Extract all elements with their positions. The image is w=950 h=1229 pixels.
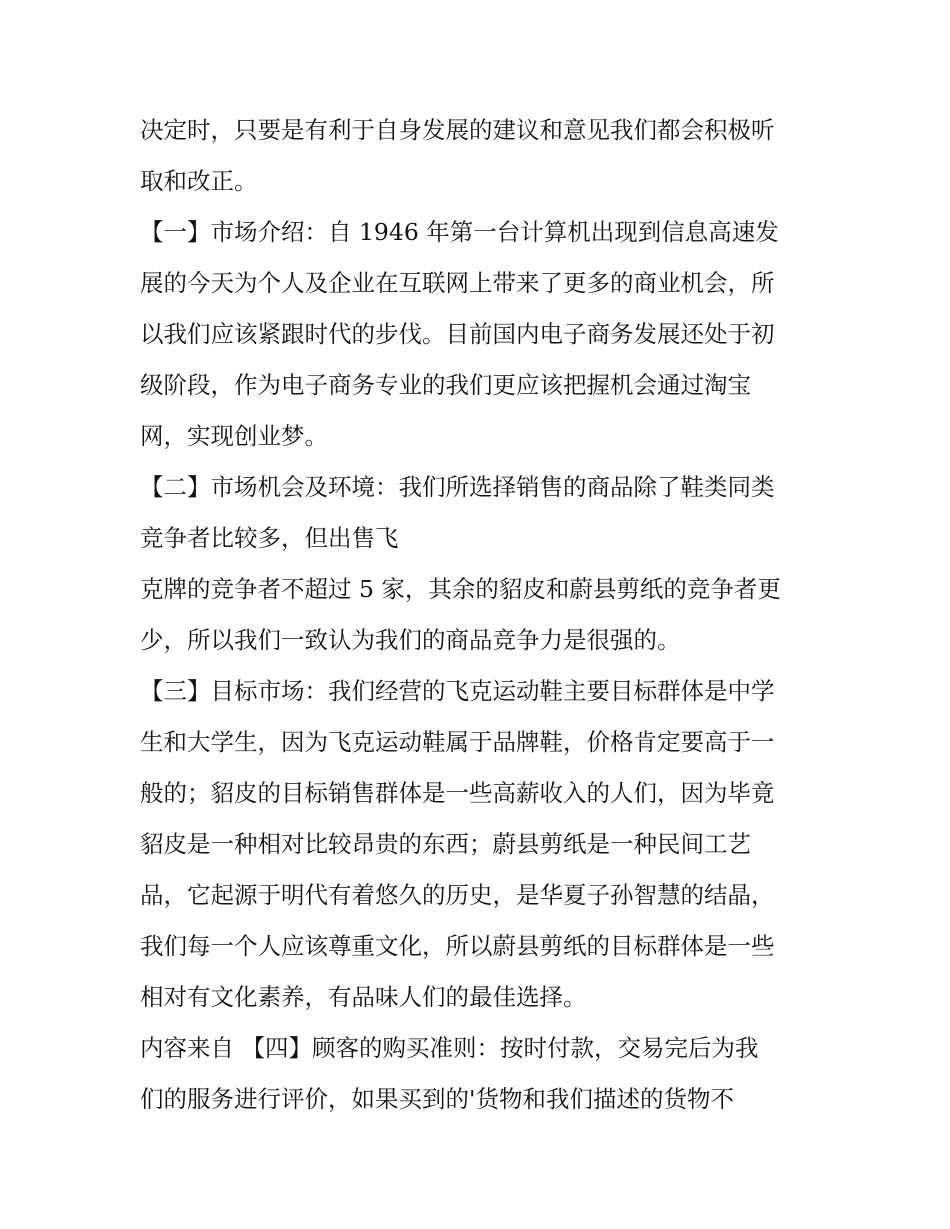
text-line: 【一】市场介绍：自 1946 年第一台计算机出现到信息高速发 [140, 218, 779, 246]
text-line: 内容来自 【四】顾客的购买准则：按时付款，交易完后为我 [140, 1034, 759, 1062]
text-line: 生和大学生，因为飞克运动鞋属于品牌鞋，价格肯定要高于一 [140, 728, 775, 756]
text-line: 展的今天为个人及企业在互联网上带来了更多的商业机会，所 [140, 269, 775, 297]
text-line: 克牌的竞争者不超过 5 家，其余的貂皮和蔚县剪纸的竞争者更 [140, 575, 781, 603]
text-line: 貂皮是一种相对比较昂贵的东西；蔚县剪纸是一种民间工艺 [140, 830, 751, 858]
document-body [140, 105, 820, 1125]
text-line: 网，实现创业梦。 [140, 422, 328, 450]
text-line: 【三】目标市场：我们经营的飞克运动鞋主要目标群体是中学 [140, 677, 775, 705]
text-line: 取和改正。 [140, 167, 258, 195]
text-line: 少，所以我们一致认为我们的商品竞争力是很强的。 [140, 626, 681, 654]
text-line: 竞争者比较多，但出售飞 [140, 524, 399, 552]
text-line: 以我们应该紧跟时代的步伐。目前国内电子商务发展还处于初 [140, 320, 775, 348]
text-line: 级阶段，作为电子商务专业的我们更应该把握机会通过淘宝 [140, 371, 751, 399]
text-line: 相对有文化素养，有品味人们的最佳选择。 [140, 983, 587, 1011]
text-line: 我们每一个人应该尊重文化，所以蔚县剪纸的目标群体是一些 [140, 932, 775, 960]
text-line: 品，它起源于明代有着悠久的历史，是华夏子孙智慧的结晶， [140, 881, 775, 909]
text-line: 们的服务进行评价，如果买到的'货物和我们描述的货物不 [140, 1085, 734, 1113]
text-line: 般的；貂皮的目标销售群体是一些高薪收入的人们，因为毕竟 [140, 779, 775, 807]
text-line: 决定时，只要是有利于自身发展的建议和意见我们都会积极听 [140, 116, 775, 144]
text-line: 【二】市场机会及环境：我们所选择销售的商品除了鞋类同类 [140, 473, 775, 501]
